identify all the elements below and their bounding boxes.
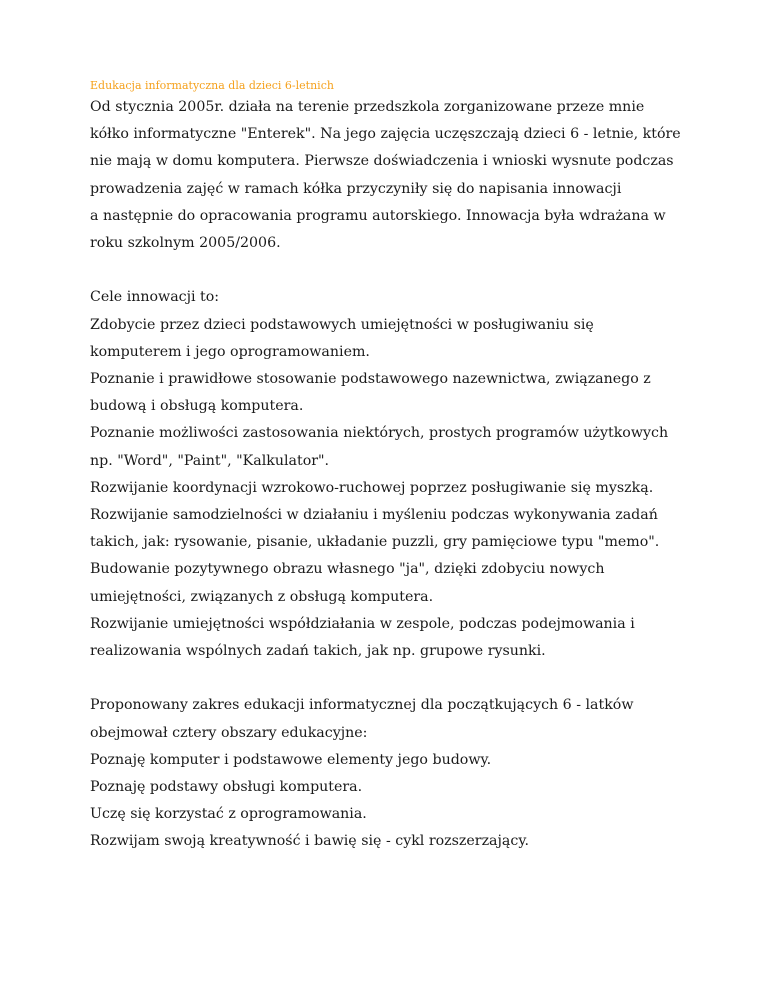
text-line: Poznanie i prawidłowe stosowanie podstawowego nazewnictwa, związanego z: [90, 371, 651, 388]
text-line: Od stycznia 2005r. działa na terenie przedszkola zorganizowane przeze mnie: [90, 99, 645, 115]
text-line: takich, jak: rysowanie, pisanie, układanie puzzli, gry pamięciowe typu "memo".: [90, 534, 660, 551]
text-line: Poznaję komputer i podstawowe elementy jego budowy.: [90, 751, 492, 768]
text-line: Uczę się korzystać z oprogramowania.: [90, 806, 367, 823]
document-body: [90, 78, 690, 856]
text-line: komputerem i jego oprogramowaniem.: [90, 343, 370, 360]
text-line: budową i obsługą komputera.: [90, 398, 304, 415]
text-line: Zdobycie przez dzieci podstawowych umiejętności w posługiwaniu się: [90, 316, 594, 333]
text-line: prowadzenia zajęć w ramach kółka przyczyniły się do napisania innowacji: [90, 180, 622, 197]
scope-section: [90, 692, 690, 855]
intro-paragraph: [90, 94, 690, 257]
text-line: Rozwijam swoją kreatywność i bawię się - cykl rozszerzający.: [90, 833, 529, 850]
paragraph-gap: [90, 665, 690, 692]
text-line: Poznaję podstawy obsługi komputera.: [90, 779, 363, 796]
text-line: realizowania wspólnych zadań takich, jak np. grupowe rysunki.: [90, 643, 546, 660]
text-line: nie mają w domu komputera. Pierwsze doświadczenia i wnioski wysnute podczas: [90, 153, 674, 170]
text-line: Rozwijanie samodzielności w działaniu i myśleniu podczas wykonywania zadań: [90, 507, 658, 524]
text-line: Proponowany zakres edukacji informatycznej dla początkujących 6 - latków: [90, 697, 634, 714]
text-line: a następnie do opracowania programu autorskiego. Innowacja była wdrażana w: [90, 207, 666, 224]
goals-heading: Cele innowacji to:: [90, 289, 220, 306]
text-line: obejmował cztery obszary edukacyjne:: [90, 724, 368, 741]
text-line: Rozwijanie koordynacji wzrokowo-ruchowej poprzez posługiwanie się myszką.: [90, 479, 654, 496]
text-line: Rozwijanie umiejętności współdziałania w zespole, podczas podejmowania i: [90, 615, 635, 632]
text-line: umiejętności, związanych z obsługą komputera.: [90, 588, 434, 605]
text-line: Budowanie pozytywnego obrazu własnego "ja", dzięki zdobyciu nowych: [90, 561, 605, 578]
text-line: kółko informatyczne "Enterek". Na jego zajęcia uczęszczają dzieci 6 - letnie, które: [90, 126, 681, 143]
text-line: Poznanie możliwości zastosowania niektórych, prostych programów użytkowych: [90, 425, 669, 442]
text-line: np. "Word", "Paint", "Kalkulator".: [90, 452, 330, 469]
document-title: Edukacja informatyczna dla dzieci 6-letnich: [90, 79, 334, 92]
paragraph-gap: [90, 257, 690, 284]
text-line: roku szkolnym 2005/2006.: [90, 235, 281, 252]
goals-section: [90, 284, 690, 665]
